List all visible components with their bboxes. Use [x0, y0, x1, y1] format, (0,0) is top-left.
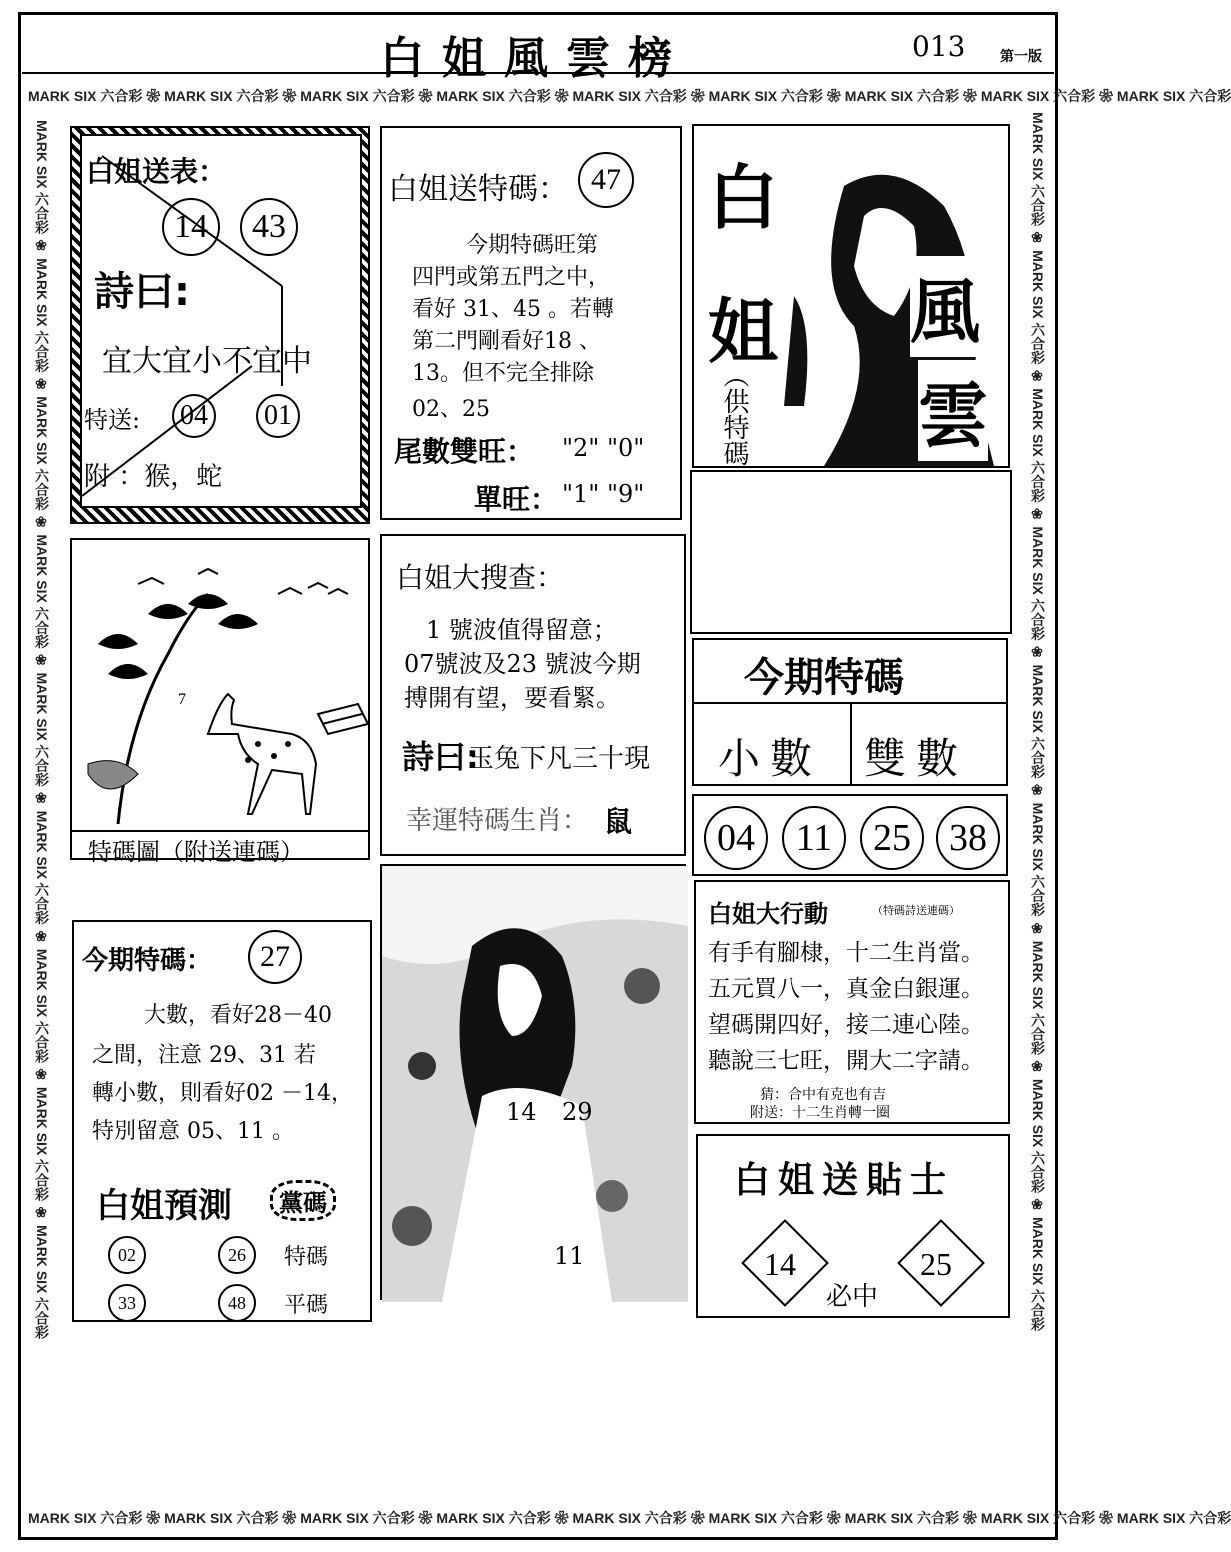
box9-number-3: 11 [554, 1242, 585, 1270]
box-four-numbers [692, 794, 1008, 876]
box6-lucky-label: 幸運特碼生肖： [406, 806, 589, 836]
bird-number: 7 [178, 691, 186, 708]
box2-tail-values: "2" "0" [562, 434, 645, 462]
box1-special-2: 01 [256, 394, 300, 438]
box8-row1-label: 特碼 [284, 1245, 329, 1270]
box8-row2-b: 48 [218, 1284, 256, 1322]
box-big-search [380, 534, 686, 856]
box11-heading: 白姐送貼士 [734, 1159, 955, 1201]
box8-line-1: 大數，看好28－40 [144, 1003, 332, 1028]
box6-heading: 白姐大搜查： [396, 561, 565, 594]
box-special-picture [70, 538, 370, 866]
box1-special-1: 04 [172, 394, 216, 438]
box2-single-values: "1" "9" [562, 480, 645, 508]
box7-title: 今期特碼 [744, 654, 904, 701]
box2-tail-label: 尾數雙旺： [394, 435, 535, 468]
box2-number: 47 [578, 152, 634, 208]
box6-poem: 玉兔下凡三十現 [468, 744, 651, 774]
box8-row2-a: 33 [108, 1284, 146, 1322]
issue-number: 013 [912, 30, 966, 63]
box11-note: 必中 [826, 1282, 879, 1312]
box10-heading: 白姐大行動 [708, 899, 828, 928]
box8-predict-label: 白姐預測 [96, 1186, 232, 1226]
box10-line-2: 五元買八一，真金白銀運。 [708, 976, 984, 1002]
box8-line-3: 轉小數，則看好02 －14， [92, 1081, 353, 1106]
box5-caption: 特碼圖（附送連碼） [88, 838, 304, 866]
box7-number-2: 11 [782, 806, 846, 870]
box8-predict-tag: 黨碼 [270, 1180, 336, 1221]
box6-line-1: 1 號波值得留意； [426, 616, 617, 644]
box1-poem: 宜大宜小不宜中 [102, 344, 312, 379]
box2-line-6: 02、25 [412, 397, 490, 422]
box-photo [380, 864, 686, 1300]
box11-number-1: 14 [764, 1246, 796, 1282]
box6-line-3: 搏開有望，要看緊。 [404, 684, 620, 712]
box10-guess: 猜：合中有克也有吉 [760, 1087, 886, 1103]
box-big-action [694, 880, 1010, 1124]
box7-number-4: 38 [936, 806, 1000, 870]
border-strip-right: MARK SIX 六合彩 ❀ MARK SIX 六合彩 ❀ MARK SIX 六合彩 ❀ MARK SIX 六合彩 ❀ MARK SIX 六合彩 ❀ MARK SIX 六合彩 ❀ MARK SIX 六合彩 ❀ MARK SIX 六合彩 ❀ MARK SIX 六合彩 [1030, 112, 1046, 1332]
box8-number: 27 [248, 930, 302, 984]
box8-heading: 今期特碼： [82, 946, 213, 976]
box-empty [690, 470, 1012, 634]
page-title: 白姐風雲榜 [380, 33, 690, 84]
box2-heading: 白姐送特碼： [388, 172, 568, 207]
box8-row1-a: 02 [108, 1236, 146, 1274]
box-title-photo [692, 124, 1010, 468]
box7-number-1: 04 [704, 806, 768, 870]
box1-special-label: 特送: [84, 406, 141, 434]
box2-line-5: 13。但不完全排除 [412, 361, 594, 386]
box10-gift: 附送：十二生肖轉一圈 [750, 1105, 890, 1121]
box10-heading-note: （特碼詩送連碼） [872, 904, 960, 917]
box1-poem-label: 詩曰: [94, 269, 190, 315]
box8-line-4: 特別留意 05、11 。 [92, 1119, 294, 1144]
box1-extra: 附 ：猴，蛇 [84, 462, 223, 492]
box2-line-1: 今期特碼旺第 [466, 233, 599, 258]
box-prediction [72, 920, 372, 1322]
title-char-3: 風 [910, 256, 980, 357]
box1-number-2: 43 [240, 198, 298, 256]
border-strip-top: MARK SIX 六合彩 ❀ MARK SIX 六合彩 ❀ MARK SIX 六合彩 ❀ MARK SIX 六合彩 ❀ MARK SIX 六合彩 ❀ MARK SIX 六合彩 ❀ MARK SIX 六合彩 ❀ MARK SIX 六合彩 ❀ MARK SIX 六合彩 [28, 88, 1231, 104]
box7-cell-2: 雙數 [864, 734, 969, 783]
box10-line-1: 有手有腳棣，十二生肖當。 [708, 940, 984, 966]
box9-number-2: 29 [562, 1098, 593, 1126]
box-special-code [380, 126, 682, 520]
box-this-period-code [692, 638, 1008, 786]
deer-illustration [78, 544, 366, 832]
box2-line-4: 第二門剛看好18 、 [412, 329, 601, 354]
title-char-1: 白 [708, 156, 778, 239]
title-char-4: 雲 [918, 360, 988, 461]
box2-single-label: 單旺： [474, 483, 559, 516]
box1-number-1: 14 [162, 198, 220, 256]
box7-number-3: 25 [860, 806, 924, 870]
title-sub: （供特碼 [719, 362, 749, 466]
cross-lines [82, 136, 362, 508]
girl-photo [382, 866, 688, 1302]
title-char-2: 姐 [708, 290, 778, 373]
box1-inner [80, 134, 362, 508]
box7-vdivider [850, 702, 852, 784]
box-tips [696, 1134, 1010, 1318]
box8-row2-label: 平碼 [284, 1293, 329, 1318]
box8-line-2: 之間，注意 29、31 若 [92, 1043, 316, 1068]
box7-cell-1: 小數 [718, 734, 823, 783]
box6-poem-label: 詩曰: [402, 738, 479, 776]
box11-number-2: 25 [920, 1246, 952, 1282]
border-strip-bottom: MARK SIX 六合彩 ❀ MARK SIX 六合彩 ❀ MARK SIX 六合彩 ❀ MARK SIX 六合彩 ❀ MARK SIX 六合彩 ❀ MARK SIX 六合彩 ❀ MARK SIX 六合彩 ❀ MARK SIX 六合彩 ❀ MARK SIX 六合彩 [28, 1510, 1231, 1526]
box10-line-3: 望碼開四好，接二連心陸。 [708, 1012, 984, 1038]
box9-number-1: 14 [506, 1098, 537, 1126]
box2-line-3: 看好 31、45 。若轉 [412, 297, 614, 322]
box1-heading: 白姐送表： [86, 155, 227, 188]
box10-line-4: 聽說三七旺，開大二字請。 [708, 1048, 984, 1074]
box8-row1-b: 26 [218, 1236, 256, 1274]
edition-label: 第一版 [1000, 49, 1042, 65]
box6-line-2: 07號波及23 號波今期 [404, 650, 641, 678]
box2-line-2: 四門或第五門之中， [412, 265, 611, 290]
border-strip-left: MARK SIX 六合彩 ❀ MARK SIX 六合彩 ❀ MARK SIX 六合彩 ❀ MARK SIX 六合彩 ❀ MARK SIX 六合彩 ❀ MARK SIX 六合彩 ❀ MARK SIX 六合彩 ❀ MARK SIX 六合彩 ❀ MARK SIX 六合彩 [34, 120, 50, 1340]
box6-lucky-value: 鼠 [604, 805, 633, 838]
